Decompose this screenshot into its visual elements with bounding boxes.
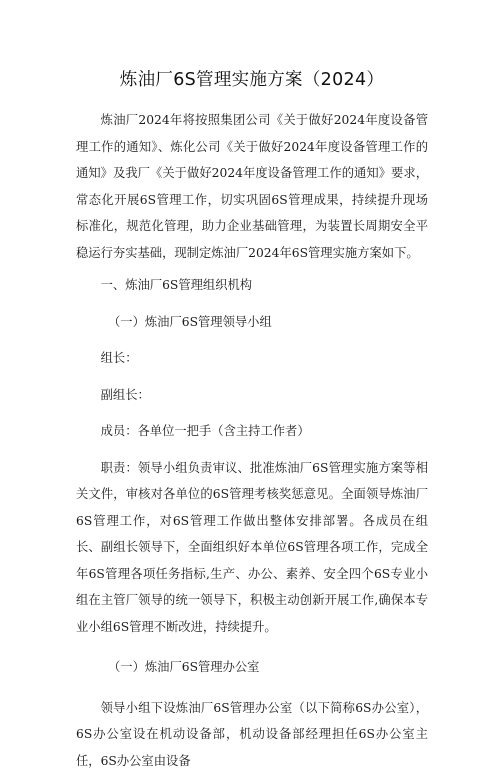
- members-line: 成员：各单位一把手（含主持工作者）: [76, 418, 428, 445]
- subsection-heading: （一）炼油厂6S管理领导小组: [76, 309, 428, 336]
- deputy-leader-line: 副组长：: [76, 382, 428, 409]
- duties-paragraph: 职责：领导小组负责审议、批准炼油厂6S管理实施方案等相关文件，审核对各单位的6S管理考核奖惩意见。全面领导炼油厂6S管理工作，对6S管理工作做出整体安排部署。各成员在组长、副组长领导下，全面组织好本单位6S管理各项工作，完成全年6S管理各项任务指标,生产、办公、素养、安全四个6S专业小组在主管厂领导的统一领导下，积极主动创新开展工作,确保本专业小组6S管理不断改进，持续提升。: [76, 455, 428, 641]
- subsection-heading-2: （一）炼油厂6S管理办公室: [76, 654, 428, 681]
- office-paragraph: 领导小组下设炼油厂6S管理办公室（以下简称6S办公室），6S办公室设在机动设备部，机动设备部经理担任6S办公室主任，6S办公室由设备: [76, 695, 428, 774]
- section-heading: 一、炼油厂6S管理组织机构: [76, 272, 428, 299]
- leader-line: 组长：: [76, 345, 428, 372]
- document-title: 炼油厂6S管理实施方案（2024）: [76, 66, 428, 91]
- intro-paragraph: 炼油厂2024年将按照集团公司《关于做好2024年度设备管理工作的通知》、炼化公司《关于做好2024年度设备管理工作的通知》及我厂《关于做好2024年度设备管理工作的通知》要求，常态化开展6S管理工作，切实巩固6S管理成果，持续提升现场标准化，规范化管理，助力企业基础管理，为装置长周期安全平稳运行夯实基础，现制定炼油厂2024年6S管理实施方案如下。: [76, 107, 428, 266]
